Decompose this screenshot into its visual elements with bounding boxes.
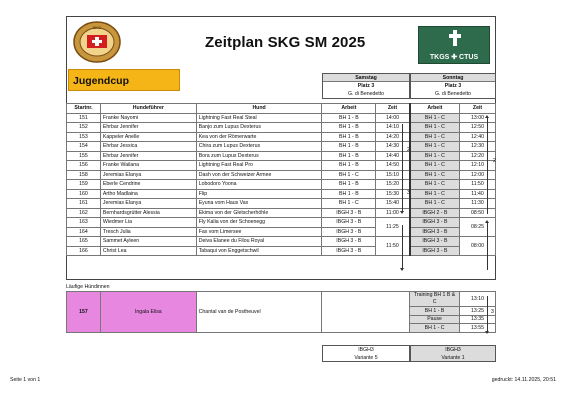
row-dog: Kea von der Römerwarte bbox=[196, 132, 322, 142]
row-handler: Bernhardsgrütter Alessia bbox=[100, 208, 196, 218]
row-so-time: 11:30 bbox=[460, 199, 496, 209]
row-handler: Kappeler Anelle bbox=[100, 132, 196, 142]
laeufige-time-3: 13:55 bbox=[460, 324, 496, 333]
row-dog: Fax vom Limersee bbox=[196, 227, 322, 237]
row-dog: Deiva Elanee du Filou Royal bbox=[196, 237, 322, 247]
schedule-table bbox=[66, 103, 496, 256]
row-so-work: IBGH 3 - B bbox=[410, 227, 460, 237]
row-so-time: 13:00 bbox=[460, 113, 496, 123]
sa-order-line bbox=[402, 124, 403, 212]
row-dog: Dash von der Schweizer Armee bbox=[196, 170, 322, 180]
row-sa-work: IBGH 3 - B bbox=[322, 246, 376, 256]
table-row bbox=[67, 142, 496, 152]
row-so-work: IBGH 2 - B bbox=[410, 208, 460, 218]
arrow-up-icon bbox=[485, 220, 489, 223]
so-order-line-2 bbox=[487, 222, 488, 270]
table-row bbox=[67, 199, 496, 209]
row-dog: Lightning Fast Real Pro bbox=[196, 161, 322, 171]
row-sa-work: BH 1 - B bbox=[322, 151, 376, 161]
table-row bbox=[67, 113, 496, 123]
laeufige-work-3: BH 1 - C bbox=[410, 324, 460, 333]
row-handler: Wiedmer Lia bbox=[100, 218, 196, 228]
table-row bbox=[67, 208, 496, 218]
row-sa-time: 14:50 bbox=[376, 161, 410, 171]
row-dog: Lightning Fast Real Steal bbox=[196, 113, 322, 123]
row-sa-work: BH 1 - B bbox=[322, 161, 376, 171]
laeufige-sa-empty bbox=[322, 292, 410, 333]
row-handler: Christ Lea bbox=[100, 246, 196, 256]
row-sa-work: BH 1 - B bbox=[322, 123, 376, 133]
laeufige-label: Läufige Hündinnen bbox=[66, 284, 110, 290]
row-sa-time: 15:40 bbox=[376, 199, 410, 209]
row-startnr: 159 bbox=[67, 180, 101, 190]
col-sa-time: Zeit bbox=[376, 104, 410, 114]
row-handler: Franke Wailana bbox=[100, 161, 196, 171]
row-sa-work: IBGH 3 - B bbox=[322, 208, 376, 218]
row-startnr: 153 bbox=[67, 132, 101, 142]
row-sa-work: BH 1 - B bbox=[322, 180, 376, 190]
row-handler: Franke Nayomi bbox=[100, 113, 196, 123]
row-so-work: IBGH 3 - B bbox=[410, 218, 460, 228]
row-startnr: 156 bbox=[67, 161, 101, 171]
row-dog: Banjo zum Lupus Dexterus bbox=[196, 123, 322, 133]
row-dog: Eyuna vom Haus Vax bbox=[196, 199, 322, 209]
cross-icon bbox=[449, 30, 461, 46]
row-startnr: 160 bbox=[67, 189, 101, 199]
row-so-time: 08:50 bbox=[460, 208, 496, 218]
lf-order-line bbox=[487, 296, 488, 332]
row-handler: Sammet Ayleen bbox=[100, 237, 196, 247]
col-dog: Hund bbox=[196, 104, 322, 114]
row-sa-work: BH 1 - C bbox=[322, 170, 376, 180]
table-row bbox=[67, 161, 496, 171]
row-so-work: BH 1 - C bbox=[410, 189, 460, 199]
laeufige-table bbox=[66, 291, 496, 333]
row-so-work: BH 1 - C bbox=[410, 142, 460, 152]
row-so-time: 11:50 bbox=[460, 180, 496, 190]
row-so-time: 12:20 bbox=[460, 151, 496, 161]
table-row bbox=[67, 189, 496, 199]
row-sa-work: BH 1 - C bbox=[322, 199, 376, 209]
table-row bbox=[67, 170, 496, 180]
variant-saturday: IBGH3 Variante 5 bbox=[322, 345, 410, 362]
table-row bbox=[67, 132, 496, 142]
table-row bbox=[67, 151, 496, 161]
row-so-work: BH 1 - C bbox=[410, 123, 460, 133]
row-startnr: 164 bbox=[67, 227, 101, 237]
day-header-sunday: Sonntag Platz 3 G. di Benedetto bbox=[410, 73, 496, 99]
table-row bbox=[67, 180, 496, 190]
row-sa-time: 15:10 bbox=[376, 170, 410, 180]
so-order-line bbox=[487, 118, 488, 214]
section-banner: Jugendcup bbox=[68, 69, 180, 91]
col-sa-work: Arbeit bbox=[322, 104, 376, 114]
laeufige-work-0: Training BH 1 B & C bbox=[410, 292, 460, 307]
footer-page: Seite 1 von 1 bbox=[10, 377, 41, 383]
table-row bbox=[67, 123, 496, 133]
laeufige-time-1: 13:25 bbox=[460, 307, 496, 316]
row-startnr: 151 bbox=[67, 113, 101, 123]
svg-text:SKG: SKG bbox=[92, 25, 102, 30]
arrow-down-icon bbox=[485, 331, 489, 334]
col-so-time: Zeit bbox=[460, 104, 496, 114]
row-startnr: 162 bbox=[67, 208, 101, 218]
sa-group-mark-lower: 3 bbox=[407, 190, 410, 196]
table-row bbox=[67, 246, 496, 256]
row-sa-time: 11:00 bbox=[376, 208, 410, 218]
row-so-work: BH 1 - C bbox=[410, 161, 460, 171]
row-dog: Lobodoro Yoona bbox=[196, 180, 322, 190]
row-dog: Fly Kalia von der Schoenegg bbox=[196, 218, 322, 228]
row-sa-work: BH 1 - B bbox=[322, 142, 376, 152]
row-startnr: 166 bbox=[67, 246, 101, 256]
row-handler: Tresch Julia bbox=[100, 227, 196, 237]
table-header-row bbox=[67, 104, 496, 114]
row-sa-work: IBGH 3 - B bbox=[322, 227, 376, 237]
col-handler: Hundeführer bbox=[100, 104, 196, 114]
row-sa-time: 11:25 bbox=[376, 218, 410, 237]
sa-order-line-2 bbox=[402, 225, 403, 270]
row-dog: Chira zum Lupus Dexterus bbox=[196, 142, 322, 152]
row-sa-time: 14:40 bbox=[376, 151, 410, 161]
row-sa-time: 14:20 bbox=[376, 132, 410, 142]
laeufige-startnr: 157 bbox=[67, 292, 101, 333]
row-so-time: 08:00 bbox=[460, 237, 496, 256]
row-sa-work: BH 1 - B bbox=[322, 132, 376, 142]
laeufige-handler: Ingala Elisa bbox=[100, 292, 196, 333]
laeufige-time-2: 13:35 bbox=[460, 315, 496, 324]
arrow-down-icon bbox=[400, 268, 404, 271]
row-so-work: BH 1 - C bbox=[410, 151, 460, 161]
page-title: Zeitplan SKG SM 2025 bbox=[205, 34, 366, 51]
row-handler: Ehrbar Jennifer bbox=[100, 151, 196, 161]
row-startnr: 154 bbox=[67, 142, 101, 152]
row-startnr: 152 bbox=[67, 123, 101, 133]
row-so-work: BH 1 - C bbox=[410, 170, 460, 180]
row-so-time: 12:40 bbox=[460, 132, 496, 142]
row-sa-time: 15:20 bbox=[376, 180, 410, 190]
row-so-time: 08:25 bbox=[460, 218, 496, 237]
row-startnr: 161 bbox=[67, 199, 101, 209]
row-handler: Jeremias Elanya bbox=[100, 170, 196, 180]
row-startnr: 163 bbox=[67, 218, 101, 228]
row-dog: Tabaqui von Enggetschwil bbox=[196, 246, 322, 256]
row-handler: Eberle Cendrine bbox=[100, 180, 196, 190]
laeufige-work-2: Pause bbox=[410, 315, 460, 324]
sa-group-mark: 2 bbox=[407, 147, 410, 153]
arrow-up-icon bbox=[485, 115, 489, 118]
laeufige-time-0: 13:10 bbox=[460, 292, 496, 307]
table-row bbox=[67, 227, 496, 237]
row-so-time: 11:40 bbox=[460, 189, 496, 199]
row-so-work: IBGH 3 - B bbox=[410, 237, 460, 247]
row-sa-time: 11:50 bbox=[376, 237, 410, 256]
row-handler: Ehrbar Jessica bbox=[100, 142, 196, 152]
club-logo bbox=[72, 20, 122, 64]
row-sa-work: BH 1 - B bbox=[322, 113, 376, 123]
row-sa-work: BH 1 - B bbox=[322, 189, 376, 199]
row-so-time: 12:50 bbox=[460, 123, 496, 133]
row-so-work: IBGH 3 - B bbox=[410, 246, 460, 256]
col-so-work: Arbeit bbox=[410, 104, 460, 114]
arrow-down-icon bbox=[400, 211, 404, 214]
row-sa-time: 15:30 bbox=[376, 189, 410, 199]
laeufige-work-1: BH 1 - B bbox=[410, 307, 460, 316]
row-dog: Flip bbox=[196, 189, 322, 199]
row-handler: Jeremias Elanya bbox=[100, 199, 196, 209]
row-sa-work: IBGH 3 - B bbox=[322, 237, 376, 247]
row-sa-time: 14:00 bbox=[376, 113, 410, 123]
so-group-mark: 2 bbox=[493, 158, 496, 164]
row-sa-time: 14:30 bbox=[376, 142, 410, 152]
table-row bbox=[67, 218, 496, 228]
row-startnr: 155 bbox=[67, 151, 101, 161]
row-dog: Bora zum Lupus Dexterus bbox=[196, 151, 322, 161]
row-dog: Ekima von der Gletscherhöhle bbox=[196, 208, 322, 218]
row-so-work: BH 1 - C bbox=[410, 180, 460, 190]
row-so-time: 12:00 bbox=[460, 170, 496, 180]
row-startnr: 165 bbox=[67, 237, 101, 247]
row-so-work: BH 1 - C bbox=[410, 132, 460, 142]
col-startnr: Startnr. bbox=[67, 104, 101, 114]
tkgs-ctus-logo: TKGS ✚ CTUS bbox=[418, 26, 490, 64]
row-handler: Artho Madlaina bbox=[100, 189, 196, 199]
row-so-work: BH 1 - C bbox=[410, 113, 460, 123]
row-so-time: 12:30 bbox=[460, 142, 496, 152]
row-sa-work: IBGH 3 - B bbox=[322, 218, 376, 228]
variant-sunday: IBGH3 Variante 1 bbox=[410, 345, 496, 362]
footer-printed: gedruckt: 14.11.2025, 20:51 bbox=[491, 377, 556, 383]
lf-group-mark: 3 bbox=[491, 309, 494, 315]
laeufige-dog: Chantal van de Postheuvel bbox=[196, 292, 322, 333]
row-so-time: 12:10 bbox=[460, 161, 496, 171]
day-header-saturday: Samstag Platz 3 G. di Benedetto bbox=[322, 73, 410, 99]
row-so-work: BH 1 - C bbox=[410, 199, 460, 209]
row-sa-time: 14:10 bbox=[376, 123, 410, 133]
table-row bbox=[67, 237, 496, 247]
row-startnr: 158 bbox=[67, 170, 101, 180]
row-handler: Ehrbar Jennifer bbox=[100, 123, 196, 133]
